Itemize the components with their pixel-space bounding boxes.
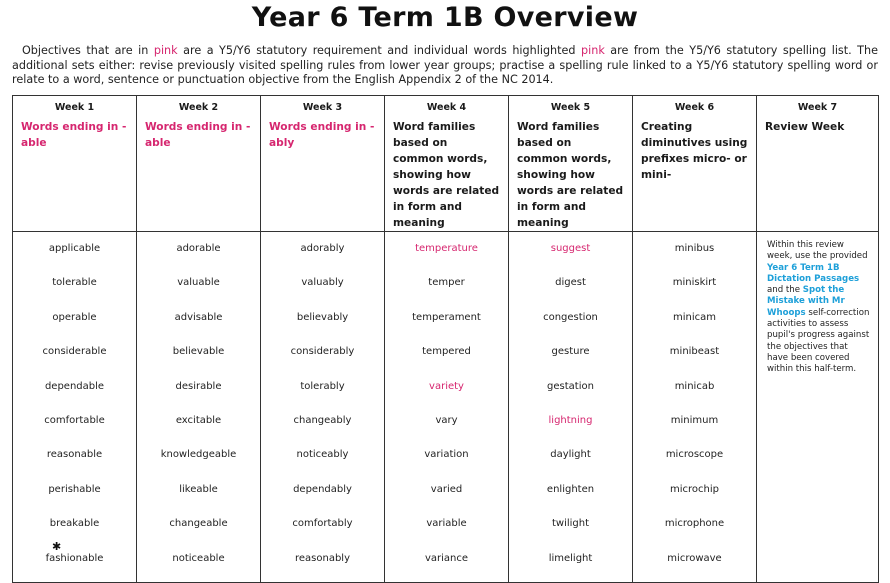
spelling-word: microchip <box>670 483 719 495</box>
spelling-word: enlighten <box>546 483 595 495</box>
spelling-word: minibeast <box>669 346 720 358</box>
spelling-word: reasonably <box>294 552 350 564</box>
intro-text-1: Objectives that are in <box>22 44 154 57</box>
intro-text-3: are from the Y5/Y6 statutory spelling list. The additional sets either: revise previously visited spelling rules from lower year groups; practise a spelling rule linked to a Y5/Y6 statutory spelling word or relate to a word, sentence or punctuation objective from the English Appendix 2 of the NC 2014. <box>12 44 878 87</box>
spelling-word: digest <box>555 277 586 289</box>
spelling-word: dependably <box>293 483 352 495</box>
week-label: Week 7 <box>797 102 838 113</box>
week-2-header <box>137 96 261 232</box>
week-4-header <box>385 96 509 232</box>
week-6-header <box>633 96 757 232</box>
week-objective: Word families based on common words, showing how words are related in form and meaning <box>393 121 500 229</box>
intro-text-2: are a Y5/Y6 statutory requirement and individual words highlighted <box>177 44 582 57</box>
spelling-word: minibus <box>674 243 715 254</box>
spelling-word: considerably <box>290 346 355 358</box>
dictation-passages-link[interactable]: Year 6 Term 1B Dictation Passages <box>767 262 860 284</box>
review-text <box>757 232 878 376</box>
week-objective: Word families based on common words, showing how words are related in form and meaning <box>517 121 624 229</box>
week-label: Week 4 <box>426 102 467 113</box>
spelling-word: believable <box>172 346 225 358</box>
spelling-word: advisable <box>174 311 223 323</box>
spelling-word: congestion <box>543 311 598 323</box>
spelling-word: tolerably <box>300 380 345 392</box>
spelling-word: believably <box>296 311 349 323</box>
review-text-1: Within this review week, use the provided <box>767 240 868 262</box>
spelling-word: excitable <box>175 414 222 426</box>
intro-pink-1: pink <box>153 44 178 57</box>
week-objective: Words ending in -able <box>21 121 127 149</box>
spelling-word: temperament <box>412 311 481 323</box>
week-objective: Words ending in -ably <box>269 121 375 149</box>
spelling-word: noticeably <box>296 449 349 461</box>
spelling-word: knowledgeable <box>160 449 237 461</box>
spelling-word: gesture <box>551 346 590 358</box>
spelling-word: microphone <box>664 518 725 530</box>
spelling-word: microwave <box>667 552 722 564</box>
week-7-review <box>757 232 879 583</box>
week-label: Week 2 <box>178 102 219 113</box>
spelling-word: lightning <box>548 414 593 426</box>
spelling-word: microscope <box>665 449 724 461</box>
week-5-header <box>509 96 633 232</box>
spelling-word: variance <box>424 552 469 564</box>
spelling-word: fashionable <box>45 552 104 564</box>
words-row <box>13 232 879 583</box>
week-1-words <box>13 232 137 583</box>
spelling-word: reasonable <box>46 449 103 461</box>
week-7-header <box>757 96 879 232</box>
week-1-header <box>13 96 137 232</box>
spelling-word: changeably <box>293 414 352 426</box>
spelling-word: variable <box>426 518 467 530</box>
spelling-word: desirable <box>175 380 222 392</box>
week-label: Week 6 <box>674 102 715 113</box>
spelling-word: adorable <box>176 243 221 254</box>
spelling-word: changeable <box>169 518 228 530</box>
overview-table <box>12 95 879 583</box>
week-5-words <box>509 232 633 583</box>
spelling-word: valuable <box>177 277 220 289</box>
spelling-word: applicable <box>48 243 101 254</box>
spelling-word: suggest <box>550 243 591 254</box>
review-text-3: self-correction activities to assess pupil's progress against the objectives that have been covered within this half-term. <box>767 307 870 375</box>
spelling-word: varied <box>430 483 463 495</box>
spot-the-mistake-link[interactable]: Spot the Mistake with Mr Whoops <box>767 285 845 318</box>
spelling-word: tolerable <box>52 277 97 289</box>
week-label: Week 5 <box>550 102 591 113</box>
week-objective: Creating diminutives using prefixes micro- or mini- <box>641 121 748 181</box>
week-3-words <box>261 232 385 583</box>
spelling-word: variety <box>429 380 464 392</box>
stray-mark: ✱ <box>52 540 62 553</box>
week-objective: Words ending in -able <box>145 121 251 149</box>
spelling-word: temper <box>428 277 465 289</box>
week-objective: Review Week <box>765 121 845 133</box>
spelling-word: daylight <box>550 449 591 461</box>
spelling-word: considerable <box>42 346 107 358</box>
week-3-header <box>261 96 385 232</box>
week-label: Week 1 <box>54 102 95 113</box>
week-6-words <box>633 232 757 583</box>
spelling-word: dependable <box>44 380 105 392</box>
spelling-word: minicab <box>674 380 715 392</box>
review-text-2: and the <box>767 285 803 296</box>
page-title: Year 6 Term 1B Overview <box>251 2 639 33</box>
spelling-word: adorably <box>300 243 345 254</box>
spelling-word: twilight <box>551 518 590 530</box>
spelling-word: comfortable <box>44 414 105 426</box>
spelling-word: vary <box>435 414 458 426</box>
spelling-word: tempered <box>422 346 471 358</box>
spelling-word: operable <box>52 311 97 323</box>
spelling-word: minimum <box>670 414 719 426</box>
spelling-word: gestation <box>547 380 594 392</box>
spelling-word: temperature <box>415 243 478 254</box>
spelling-word: valuably <box>301 277 344 289</box>
spelling-word: miniskirt <box>672 277 717 289</box>
spelling-word: perishable <box>48 483 101 495</box>
week-2-words <box>137 232 261 583</box>
week-4-words <box>385 232 509 583</box>
spelling-word: breakable <box>49 518 100 530</box>
intro-paragraph <box>12 44 878 88</box>
week-label: Week 3 <box>302 102 343 113</box>
intro-pink-2: pink <box>581 44 605 57</box>
spelling-word: variation <box>424 449 469 461</box>
header-row <box>13 96 879 232</box>
spelling-word: limelight <box>548 552 593 564</box>
spelling-word: comfortably <box>292 518 353 530</box>
spelling-word: minicam <box>672 311 716 323</box>
spelling-word: noticeable <box>172 552 225 564</box>
spelling-word: likeable <box>179 483 218 495</box>
